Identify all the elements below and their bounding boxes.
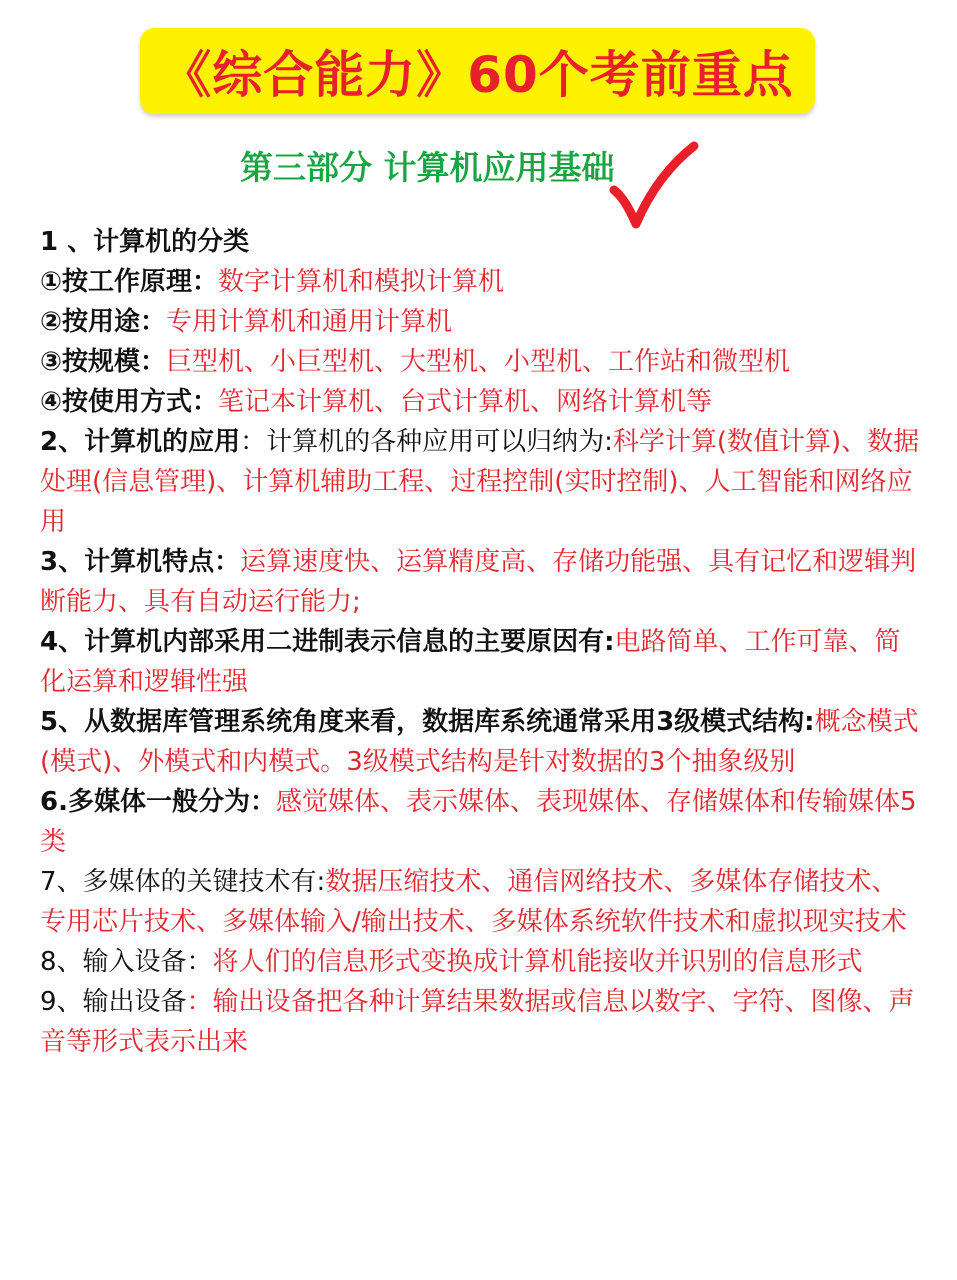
list-item	[40, 942, 920, 982]
list-item	[40, 422, 920, 542]
item-label: 8、输入设备：	[40, 947, 213, 977]
item-extra: ：计算机的各种应用可以归纳为:	[240, 427, 613, 457]
item-label: 7、多媒体的关键技术有:	[40, 867, 326, 897]
item-label: 3、计算机特点：	[40, 547, 241, 577]
content-list	[40, 222, 920, 1062]
item-value: 数字计算机和模拟计算机	[218, 267, 505, 297]
page-title: 《综合能力》60个考前重点	[161, 46, 794, 104]
list-item	[40, 622, 920, 702]
list-item	[40, 262, 920, 302]
item-label: 4、计算机内部采用二进制表示信息的主要原因有:	[40, 627, 615, 657]
list-item	[40, 222, 920, 262]
item-value: 巨型机、小巨型机、大型机、小型机、工作站和微型机	[166, 347, 791, 377]
item-value: 将人们的信息形式变换成计算机能接收并识别的信息形式	[212, 947, 863, 977]
item-label: 6.多媒体一般分为：	[40, 787, 276, 817]
item-value: 专用计算机和通用计算机	[166, 307, 453, 337]
item-label: 5、从数据库管理系统角度来看，数据库系统通常采用3级模式结构:	[40, 707, 815, 737]
item-label: ④按使用方式：	[40, 387, 219, 417]
item-label: ②按用途：	[40, 307, 167, 337]
item-value: 概念模式(模式)、外模式和内模式。3级模式结构是针对数据的3个抽象级别	[40, 707, 919, 777]
item-value: 数据压缩技术、通信网络技术、多媒体存储技术、专用芯片技术、多媒体输入/输出技术、多媒体系统软件技术和虚拟现实技术	[40, 867, 907, 937]
list-item	[40, 702, 920, 782]
item-value: 笔记本计算机、台式计算机、网络计算机等	[218, 387, 713, 417]
item-value: 运算速度快、运算精度高、存储功能强、具有记忆和逻辑判断能力、具有自动运行能力;	[40, 547, 917, 617]
item-value: 感觉媒体、表示媒体、表现媒体、存储媒体和传输媒体5类	[40, 787, 917, 857]
item-label: ③按规模：	[40, 347, 167, 377]
item-label: ①按工作原理：	[40, 267, 219, 297]
item-value: 电路简单、工作可靠、简化运算和逻辑性强	[40, 627, 901, 697]
item-value: 科学计算(数值计算)、数据处理(信息管理)、计算机辅助工程、过程控制(实时控制)、人工智能和网络应用	[40, 427, 920, 537]
item-value: ：输出设备把各种计算结果数据或信息以数字、字符、图像、声音等形式表示出来	[40, 987, 915, 1057]
list-item	[40, 542, 920, 622]
item-label: 9、输出设备	[40, 987, 187, 1017]
title-banner	[140, 28, 815, 114]
list-item	[40, 862, 920, 942]
section-subtitle: 第三部分 计算机应用基础	[240, 148, 615, 187]
list-item	[40, 982, 920, 1062]
list-item	[40, 342, 920, 382]
list-item	[40, 302, 920, 342]
item-label: 1 、计算机的分类	[40, 227, 250, 257]
item-label: 2、计算机的应用	[40, 427, 241, 457]
list-item	[40, 382, 920, 422]
list-item	[40, 782, 920, 862]
